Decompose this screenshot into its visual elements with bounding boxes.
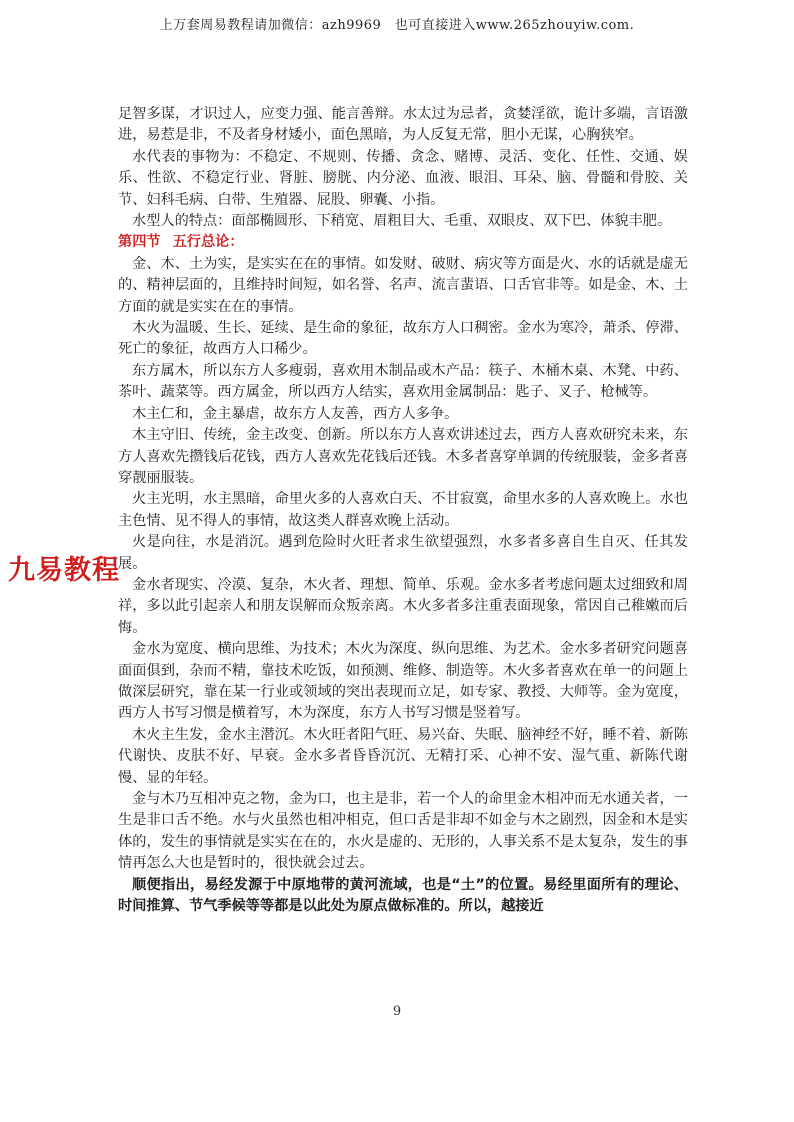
- closing-bold-paragraph: 顺便指出，易经发源于中原地带的黄河流域，也是“土”的位置。易经里面所有的理论、时间推算、节气季候等等都是以此处为原点做标准的。所以，越接近: [118, 876, 688, 915]
- section-title: 五行总论：: [172, 234, 244, 251]
- paragraph: 火主光明，水主黑暗，命里火多的人喜欢白天、不甘寂寞，命里水多的人喜欢晚上。水也主色情、见不得人的事情，故这类人群喜欢晚上活动。: [118, 491, 688, 529]
- paragraph: 木火为温暖、生长、延续、是生命的象征，故东方人口稠密。金水为寒冷，萧杀、停滞、死亡的象征，故西方人口稀少。: [118, 320, 688, 358]
- paragraph: 水代表的事物为：不稳定、不规则、传播、贪念、赌博、灵活、变化、任性、交通、娱乐、性欲、不稳定行业、肾脏、膀胱、内分泌、血液、眼泪、耳朵、脑、骨髓和骨胶、关节、妇科毛病、白带、生殖器、屁股、卵囊、小指。: [118, 148, 688, 208]
- page-header: 上万套周易教程请加微信：azh9969 也可直接进入www.265zhouyiw.com.: [159, 18, 635, 33]
- section-number: 第四节: [118, 234, 161, 251]
- page-number: 9: [392, 1004, 402, 1019]
- paragraph: 木主仁和，金主暴虐，故东方人友善，西方人多争。: [132, 405, 459, 422]
- page-content: [118, 104, 688, 917]
- paragraph: 火是向往，水是消沉。遇到危险时火旺者求生欲望强烈，水多者多喜自生自灭、任其发展。: [118, 534, 688, 572]
- paragraph: 金水者现实、冷漠、复杂，木火者、理想、简单、乐观。金水多者考虑问题太过细致和周祥，多以此引起亲人和朋友误解而众叛亲离。木火多者多注重表面现象，常因自己稚嫩而后悔。: [118, 576, 688, 636]
- paragraph: 木火主生发，金水主潜沉。木火旺者阳气旺、易兴奋、失眠、脑神经不好，睡不着、新陈代谢快、皮肤不好、早衰。金水多者昏昏沉沉、无精打采、心神不安、湿气重、新陈代谢慢、显的年轻。: [118, 726, 688, 786]
- paragraph: 金与木乃互相冲克之物，金为口，也主是非，若一个人的命里金木相冲而无水通关者，一生是非口舌不绝。水与火虽然也相冲相克，但口舌是非却不如金与木之剧烈，因金和木是实体的，发生的事情就是实实在在的，水火是虚的、无形的，人事关系不是太复杂，发生的事情再怎么大也是暂时的，很快就会过去。: [118, 791, 688, 872]
- paragraph: 水型人的特点：面部椭圆形、下稍宽、眉粗目大、毛重、双眼皮、双下巴、体貌丰肥。: [132, 213, 672, 230]
- section-heading: [118, 232, 688, 253]
- paragraph: 东方属木，所以东方人多瘦弱，喜欢用木制品或木产品：筷子、木桶木桌、木凳、中药、茶叶、蔬菜等。西方属金，所以西方人结实，喜欢用金属制品：匙子、叉子、枪械等。: [118, 362, 688, 401]
- paragraph: 金水为宽度、横向思维、为技术；木火为深度、纵向思维、为艺术。金水多者研究问题喜面面俱到，杂而不精，靠技术吃饭，如预测、维修、制造等。木火多者喜欢在单一的问题上做深层研究，靠在某一行业或领域的突出表现而立足，如专家、教授、大师等。金为宽度，西方人书写习惯是横着写，木为深度，东方人书写习惯是竖着写。: [118, 641, 688, 722]
- watermark-logo: 九易教程: [8, 555, 120, 586]
- paragraph: 足智多谋，才识过人，应变力强、能言善辩。水太过为忌者，贪婪淫欲，诡计多端，言语激进，易惹是非，不及者身材矮小，面色黑暗，为人反复无常，胆小无谋，心胸狭窄。: [118, 106, 688, 144]
- paragraph: 木主守旧、传统，金主改变、创新。所以东方人喜欢讲述过去，西方人喜欢研究未来，东方人喜欢先攒钱后花钱，西方人喜欢先花钱后还钱。木多者喜穿单调的传统服装，金多者喜穿靓丽服装。: [118, 427, 688, 486]
- paragraph: 金、木、土为实，是实实在在的事情。如发财、破财、病灾等方面是火、水的话就是虚无的、精神层面的，且维持时间短，如名誉、名声、流言蜚语、口舌官非等。如是金、木、土方面的就是实实在在的事情。: [118, 255, 688, 315]
